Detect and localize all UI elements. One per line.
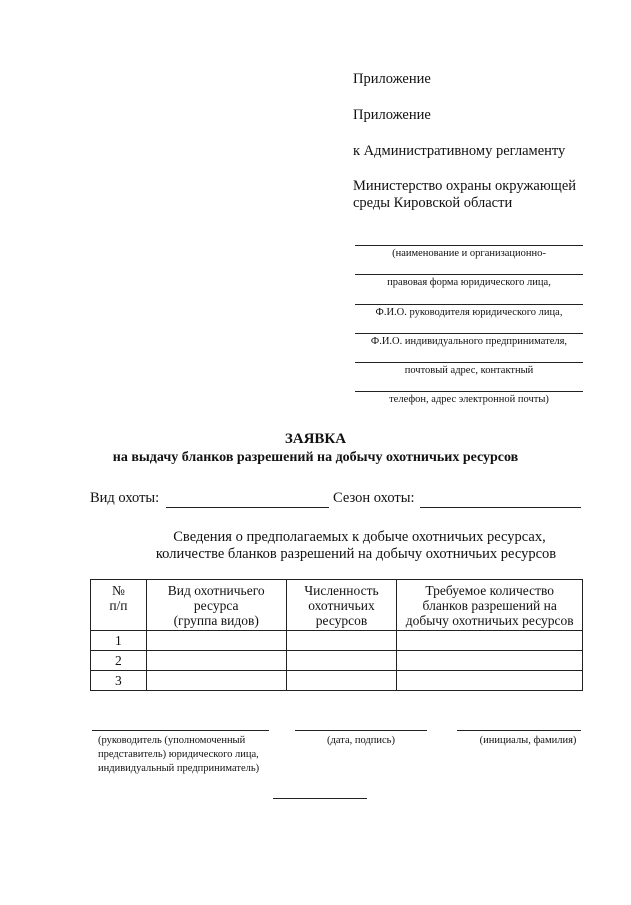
applicant-caption-5: почтовый адрес, контактный <box>404 365 534 376</box>
hunt-type-label: Вид охоты: <box>90 490 160 506</box>
info-heading-line2: количестве бланков разрешений на добычу охотничьих ресурсов <box>155 546 557 562</box>
applicant-fill-line-4[interactable] <box>355 333 583 334</box>
representative-caption <box>98 734 259 776</box>
table-header-row <box>91 580 583 631</box>
footer-divider <box>273 798 367 799</box>
applicant-fill-line-1[interactable] <box>355 245 583 246</box>
representative-caption-line2: представитель) юридического лица, <box>98 749 259 760</box>
row-number: 1 <box>91 631 147 651</box>
col-header-resource-type <box>146 580 286 631</box>
document-subtitle: на выдачу бланков разрешений на добычу охотничьих ресурсов <box>112 450 519 465</box>
col-header-resource-type-line3: (группа видов) <box>173 613 259 628</box>
col-header-population-line3: ресурсов <box>315 613 368 628</box>
col-header-number-line1: № <box>111 583 125 598</box>
applicant-caption-2: правовая форма юридического лица, <box>387 277 551 288</box>
col-header-resource-type-line1: Вид охотничьего <box>167 583 265 598</box>
cell-required-forms[interactable] <box>397 671 583 691</box>
info-heading-line1: Сведения о предполагаемых к добыче охотничьих ресурсах, <box>173 529 546 545</box>
applicant-fill-line-3[interactable] <box>355 304 583 305</box>
table-row <box>91 651 583 671</box>
table-row <box>91 631 583 651</box>
initials-line[interactable] <box>457 730 581 731</box>
row-number: 3 <box>91 671 147 691</box>
hunt-type-field[interactable] <box>166 507 329 508</box>
cell-required-forms[interactable] <box>397 631 583 651</box>
appendix-label-repeat: Приложение <box>353 107 431 123</box>
applicant-fill-line-6[interactable] <box>355 391 583 392</box>
representative-signature-line[interactable] <box>92 730 269 731</box>
col-header-resource-type-line2: ресурса <box>193 598 239 613</box>
season-label: Сезон охоты: <box>333 490 415 506</box>
col-header-population-line1: Численность <box>304 583 379 598</box>
season-field[interactable] <box>420 507 581 508</box>
cell-population[interactable] <box>286 651 397 671</box>
applicant-caption-4: Ф.И.О. индивидуального предпринимателя, <box>370 336 568 347</box>
document-title: ЗАЯВКА <box>284 431 347 447</box>
cell-resource-type[interactable] <box>146 671 286 691</box>
col-header-population-line2: охотничьих <box>308 598 375 613</box>
col-header-required-forms-line1: Требуемое количество <box>425 583 555 598</box>
col-header-number-line2: п/п <box>109 598 128 613</box>
cell-resource-type[interactable] <box>146 651 286 671</box>
cell-required-forms[interactable] <box>397 651 583 671</box>
ministry-name-line2: среды Кировской области <box>353 195 513 211</box>
applicant-caption-1: (наименование и организационно- <box>392 248 546 259</box>
regulation-reference: к Административному регламенту <box>353 143 566 159</box>
initials-caption: (инициалы, фамилия) <box>479 735 577 746</box>
table-row <box>91 671 583 691</box>
applicant-caption-3: Ф.И.О. руководителя юридического лица, <box>375 307 563 318</box>
date-signature-caption: (дата, подпись) <box>327 735 395 746</box>
cell-population[interactable] <box>286 671 397 691</box>
resources-table <box>90 579 583 691</box>
col-header-required-forms <box>397 580 583 631</box>
col-header-number <box>91 580 147 631</box>
date-signature-line[interactable] <box>295 730 427 731</box>
cell-population[interactable] <box>286 631 397 651</box>
cell-resource-type[interactable] <box>146 631 286 651</box>
col-header-required-forms-line2: бланков разрешений на <box>422 598 557 613</box>
col-header-required-forms-line3: добычу охотничьих ресурсов <box>405 613 574 628</box>
appendix-label: Приложение <box>353 71 431 87</box>
representative-caption-line1: (руководитель (уполномоченный <box>98 735 246 746</box>
col-header-population <box>286 580 397 631</box>
ministry-name-line1: Министерство охраны окружающей <box>353 178 577 194</box>
representative-caption-line3: индивидуальный предприниматель) <box>98 763 260 774</box>
applicant-caption-6: телефон, адрес электронной почты) <box>389 394 549 405</box>
applicant-fill-line-5[interactable] <box>355 362 583 363</box>
applicant-fill-line-2[interactable] <box>355 274 583 275</box>
row-number: 2 <box>91 651 147 671</box>
